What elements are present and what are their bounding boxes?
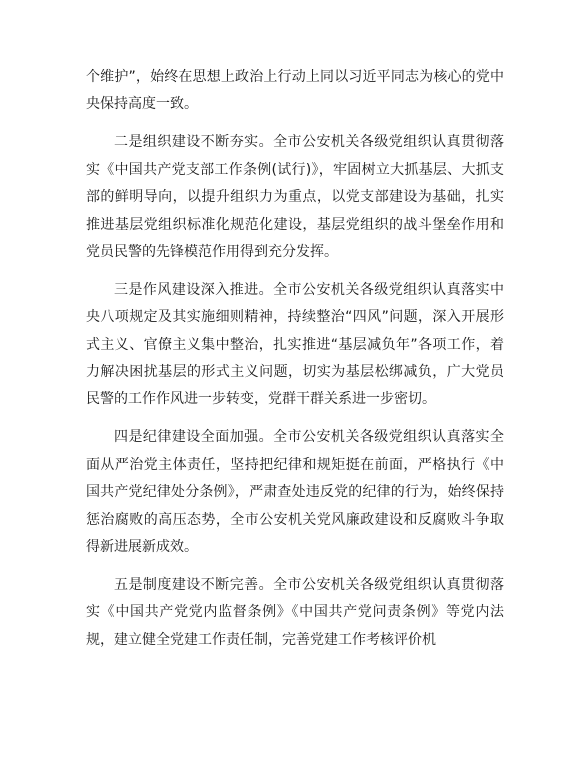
document-body [86,64,504,665]
paragraph-2-heading: 二是组织建设不断夯实。 [114,134,274,151]
paragraph-4-text: 全市公安机关各级党组织认真落实全面从严治党主体责任，坚持把纪律和规矩挺在前面，严格执行《中国共产党纪律处分条例》，严肃查处违反党的纪律的行为，始终保持惩治腐败的高压态势，全市公安机关党风廉政建设和反腐败斗争取得新进展新成效。 [86,429,505,555]
paragraph-5-text: 全市公安机关各级党组织认真贯彻落实《中国共产党党内监督条例》《中国共产党问责条例》等党内法规，建立健全党建工作责任制，完善党建工作考核评价机 [86,576,505,648]
paragraph-3-text: 全市公安机关各级党组织认真落实中央八项规定及其实施细则精神，持续整治“四风”问题，深入开展形式主义、官僚主义集中整治，扎实推进“基层减负年”各项工作，着力解决困扰基层的形式主义问题，切实为基层松绑减负，广大党员民警的工作作风进一步转变，党群干群关系进一步密切。 [86,281,505,408]
paragraph-1-text: 个维护”，始终在思想上政治上行动上同以习近平同志为核心的党中央保持高度一致。 [86,69,504,113]
paragraph-4 [86,424,504,561]
paragraph-2-text: 全市公安机关各级党组织认真贯彻落实《中国共产党支部工作条例(试行)》，牢固树立大抓基层、大抓支部的鲜明导向，以提升组织力为重点，以党支部建设为基础，扎实推进基层党组织标准化规范化建设，基层党组织的战斗堡垒作用和党员民警的先锋模范作用得到充分发挥。 [86,134,505,260]
paragraph-4-heading: 四是纪律建设全面加强。 [114,429,274,446]
paragraph-3 [86,277,504,414]
paragraph-5 [86,572,504,654]
paragraph-5-heading: 五是制度建设不断完善。 [114,576,274,593]
paragraph-1 [86,64,504,119]
paragraph-2 [86,129,504,266]
paragraph-3-heading: 三是作风建设深入推进。 [114,281,274,298]
